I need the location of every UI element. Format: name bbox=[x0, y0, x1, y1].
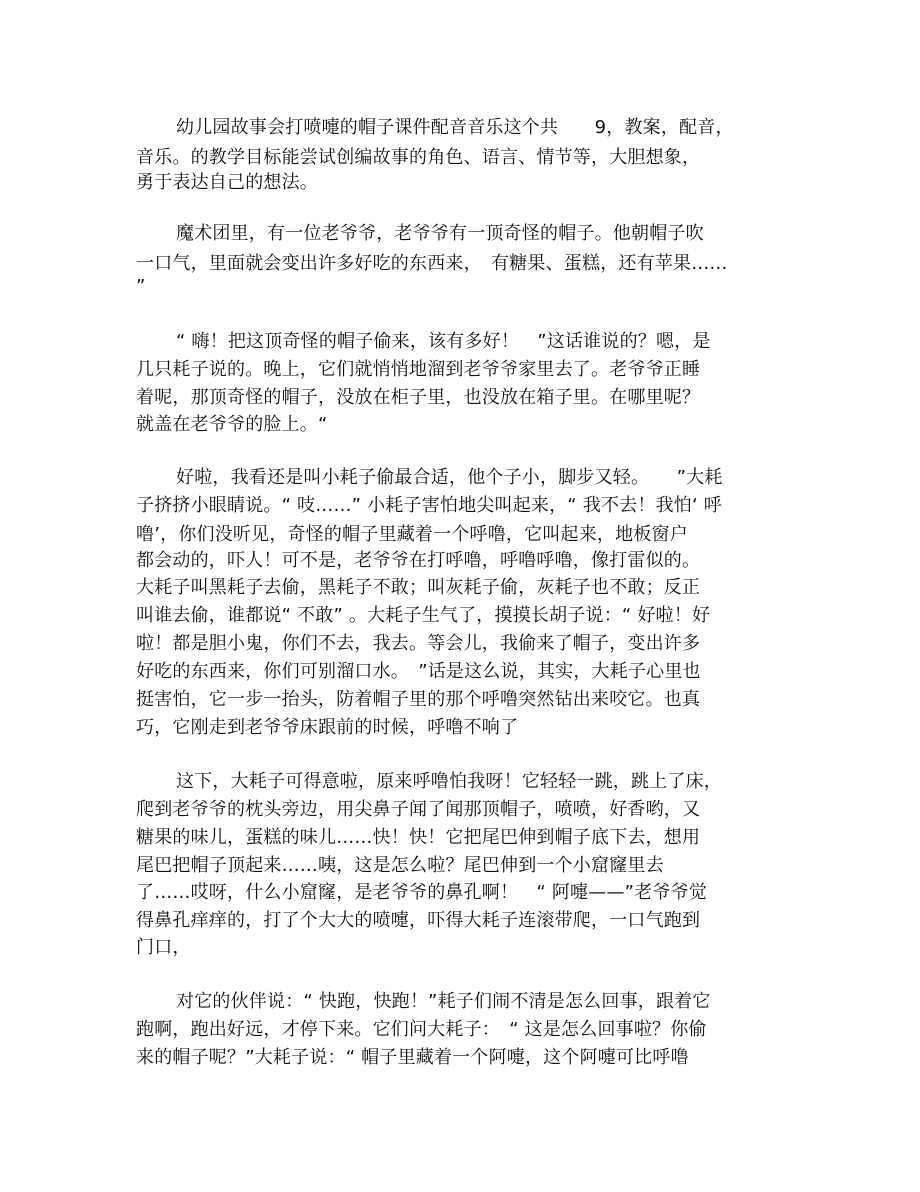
text-line: 音乐。的教学目标能尝试创编故事的角色、语言、情节等，大胆想象， bbox=[136, 147, 701, 168]
text-line: “ 嗨！把这顶奇怪的帽子偷来，该有多好！ ”这话谁说的？嗯，是 bbox=[176, 331, 711, 352]
text-line: 大耗子叫黑耗子去偷，黑耗子不敢；叫灰耗子偷，灰耗子也不敢；反正 bbox=[136, 577, 701, 598]
text-line: 来的帽子呢？”大耗子说：“ 帽子里藏着一个阿嚏，这个阿嚏可比呼噜 bbox=[136, 1047, 689, 1068]
text-line: 魔术团里，有一位老爷爷，老爷爷有一顶奇怪的帽子。他朝帽子吹 bbox=[176, 223, 704, 244]
text-line: 爬到老爷爷的枕头旁边，用尖鼻子闻了闻那顶帽子，喷喷，好香哟，又 bbox=[136, 799, 701, 820]
text-line: ” bbox=[136, 276, 146, 297]
text-line: 几只耗子说的。晚上，它们就悄悄地溜到老爷爷家里去了。老爷爷正睡 bbox=[136, 359, 701, 380]
text-line: 好吃的东西来，你们可别溜口水。 ”话是这么说，其实，大耗子心里也 bbox=[136, 661, 701, 682]
text-line: 跑啊，跑出好远，才停下来。它们问大耗子： “ 这是怎么回事啦？你偷 bbox=[136, 1019, 707, 1040]
text-line: 子挤挤小眼睛说。“ 吱……” 小耗子害怕地尖叫起来，“ 我不去！我怕‘ 呼 bbox=[136, 495, 722, 516]
text-line: 挺害怕，它一步一抬头，防着帽子里的那个呼噜突然钻出来咬它。也真 bbox=[136, 689, 701, 710]
text-line: 勇于表达自己的想法。 bbox=[136, 172, 318, 193]
text-line: 了……哎呀，什么小窟窿，是老爷爷的鼻孔啊！ “ 阿嚏——”老爷爷觉 bbox=[136, 882, 707, 903]
text-line: 就盖在老爷爷的脸上。“ bbox=[136, 414, 328, 435]
text-line: 巧，它刚走到老爷爷床跟前的时候，呼噜不响了 bbox=[136, 717, 519, 738]
text-line: 啦！都是胆小鬼，你们不去，我去。等会儿，我偷来了帽子，变出许多 bbox=[136, 633, 701, 654]
text-line: 尾巴把帽子顶起来……咦，这是怎么啦？尾巴伸到一个小窟窿里去 bbox=[136, 855, 664, 876]
text-line: 这下，大耗子可得意啦，原来呼噜怕我呀！它轻轻一跳，跳上了床， bbox=[176, 771, 722, 792]
text-line: 幼儿园故事会打喷嚏的帽子课件配音音乐这个共 9，教案，配音， bbox=[176, 117, 734, 138]
text-line: 一口气，里面就会变出许多好吃的东西来， 有糖果、蛋糕，还有苹果…… bbox=[136, 253, 728, 274]
text-line: 着呢，那顶奇怪的帽子，没放在柜子里，也没放在箱子里。在哪里呢？ bbox=[136, 387, 701, 408]
text-line: 都会动的，吓人！可不是，老爷爷在打呼噜，呼噜呼噜，像打雷似的。 bbox=[136, 550, 701, 571]
text-line: 对它的伙伴说：“ 快跑，快跑！”耗子们闹不清是怎么回事，跟着它 bbox=[176, 991, 711, 1012]
text-line: 好啦，我看还是叫小耗子偷最合适，他个子小，脚步又轻。 ”大耗 bbox=[176, 467, 723, 488]
text-line: 噜’，你们没听见，奇怪的帽子里藏着一个呼噜，它叫起来，地板窗户 bbox=[136, 524, 688, 545]
text-line: 得鼻孔痒痒的，打了个大大的喷嚏，吓得大耗子连滚带爬，一口气跑到 bbox=[136, 910, 701, 931]
text-line: 叫谁去偷，谁都说“ 不敢” 。大耗子生气了，摸摸长胡子说：“ 好啦！好 bbox=[136, 605, 711, 626]
text-line: 糖果的味儿，蛋糕的味儿……快！快！它把尾巴伸到帽子底下去，想用 bbox=[136, 827, 701, 848]
text-line: 门口， bbox=[136, 937, 191, 958]
